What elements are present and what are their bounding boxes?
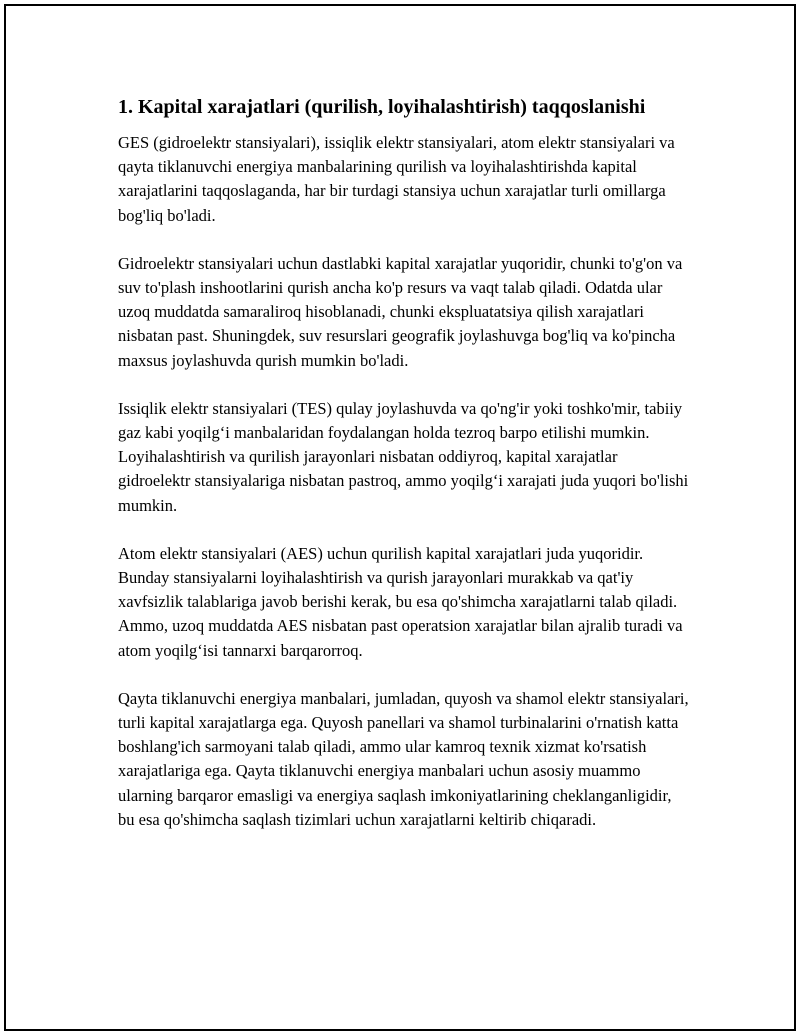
paragraph-intro: GES (gidroelektr stansiyalari), issiqlik elektr stansiyalari, atom elektr stansiyalari va qayta tiklanuvchi energiya manbalarining qurilish va loyihalashtirishda kapital xarajatlarini taqqoslaganda, har bir turdagi stansiya uchun xarajatlar turli omillarga bog'liq bo'ladi. xyxy=(118,133,675,225)
paragraph-renewable: Qayta tiklanuvchi energiya manbalari, jumladan, quyosh va shamol elektr stansiyalari, turli kapital xarajatlarga ega. Quyosh panellari va shamol turbinalarini o'rnatish katta boshlang'ich sarmoyani talab qiladi, ammo ular kamroq texnik xizmat ko'rsatish xarajatlariga ega. Qayta tiklanuvchi energiya manbalari uchun asosiy muammo ularning barqaror emasligi va energiya saqlash imkoniyatlarining cheklanganligidir, bu esa qo'shimcha saqlash tizimlari uchun xarajatlarni keltirib chiqaradi. xyxy=(118,688,689,829)
document-body xyxy=(118,93,690,856)
paragraph-thermal: Issiqlik elektr stansiyalari (TES) qulay joylashuvda va qo'ng'ir yoki toshko'mir, tabiiy gaz kabi yoqilg‘i manbalaridan foydalangan holda tezroq barpo etilishi mumkin. Loyihalashtirish va qurilish jarayonlari nisbatan oddiyroq, kapital xarajatlar gidroelektr stansiyalariga nisbatan pastroq, ammo yoqilg‘i xarajati juda yuqori bo'lishi mumkin. xyxy=(118,398,689,515)
document-title: 1. Kapital xarajatlari (qurilish, loyihalashtirish) taqqoslanishi xyxy=(118,96,646,118)
paragraph-nuclear: Atom elektr stansiyalari (AES) uchun qurilish kapital xarajatlari juda yuqoridir. Bunday stansiyalarni loyihalashtirish va qurish jarayonlari murakkab va qat'iy xavfsizlik talablariga javob berishi kerak, bu esa qo'shimcha xarajatlarni talab qiladi. Ammo, uzoq muddatda AES nisbatan past operatsion xarajatlar bilan ajralib turadi va atom yoqilg‘isi tannarxi barqarorroq. xyxy=(118,543,683,660)
paragraph-hydro: Gidroelektr stansiyalari uchun dastlabki kapital xarajatlar yuqoridir, chunki to'g'on va suv to'plash inshootlarini qurish ancha ko'p resurs va vaqt talab qiladi. Odatda ular uzoq muddatda samaraliroq hisoblanadi, chunki ekspluatatsiya qilish xarajatlari nisbatan past. Shuningdek, suv resurslari geografik joylashuvga bog'liq va ko'pincha maxsus joylashuvda qurish mumkin bo'ladi. xyxy=(118,253,683,370)
